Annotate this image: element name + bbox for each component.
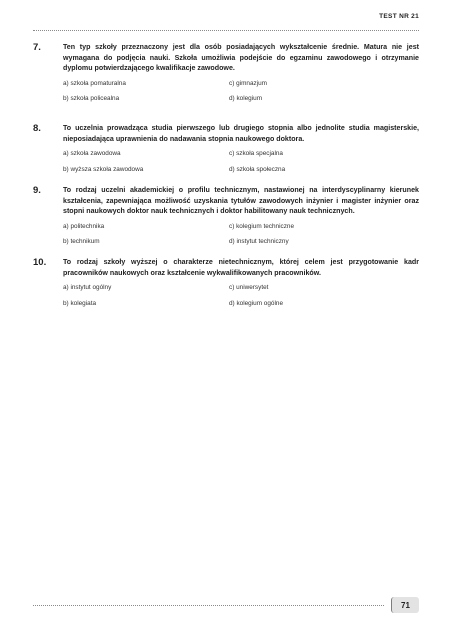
answer-option-c[interactable]: c) gimnazjum: [229, 79, 267, 87]
question-number: 8.: [33, 123, 41, 134]
question-text: To uczelnia prowadząca studia pierwszego lub drugiego stopnia albo jednolite studia magisterskie, nieposiadająca uprawnienia do nadawania stopnia naukowego doktora.: [63, 124, 419, 143]
question-number: 10.: [33, 257, 47, 268]
answer-options: [63, 150, 419, 174]
top-dotted-divider: [33, 30, 419, 31]
question-8: [33, 123, 419, 174]
answer-options: [63, 80, 419, 104]
answer-option-d[interactable]: d) szkoła społeczna: [229, 165, 286, 173]
question-text: To rodzaj szkoły wyższej o charakterze nietechnicznym, której celem jest przygotowanie kadr pracowników naukowych oraz kształcenie wykwalifikowanych pracowników.: [63, 258, 419, 277]
answer-option-b[interactable]: b) kolegiata: [63, 299, 97, 307]
answer-option-a[interactable]: a) szkoła pomaturalna: [63, 79, 126, 87]
answer-options: [63, 284, 419, 308]
answer-option-c[interactable]: c) szkoła specjalna: [229, 150, 283, 158]
question-7: [33, 42, 419, 103]
question-text: Ten typ szkoły przeznaczony jest dla osób posiadających wykształcenie średnie. Matura nie jest wymagana do podjęcia nauki. Szkoła umożliwia podejście do egzaminu zawodowego i otrzymanie dyplomu potwierdzającego kwalifikacje zawodowe.: [63, 43, 419, 73]
answer-options: [63, 223, 419, 247]
test-label: TEST NR 21: [379, 13, 419, 20]
bottom-dotted-divider: [33, 605, 384, 606]
answer-option-a[interactable]: a) politechnika: [63, 222, 105, 230]
answer-option-a[interactable]: a) szkoła zawodowa: [63, 150, 121, 158]
answer-option-b[interactable]: b) technikum: [63, 238, 100, 246]
answer-option-d[interactable]: d) kolegium: [229, 95, 263, 103]
page-number-badge: 71: [391, 597, 419, 613]
answer-option-c[interactable]: c) uniwersytet: [229, 284, 269, 292]
answer-option-c[interactable]: c) kolegium techniczne: [229, 222, 295, 230]
answer-option-b[interactable]: b) szkoła policealna: [63, 95, 120, 103]
answer-option-b[interactable]: b) wyższa szkoła zawodowa: [63, 165, 144, 173]
question-10: [33, 257, 419, 308]
question-9: [33, 185, 419, 246]
question-number: 9.: [33, 185, 41, 196]
question-text: To rodzaj uczelni akademickiej o profilu technicznym, nastawionej na interdyscyplinarny kierunek kształcenia, zapewniająca możliwość uzyskania tytułów zawodowych inżynier i magister inżynier oraz stopni naukowych doktor nauk technicznych i doktor habilitowany nauk technicznych.: [63, 186, 419, 216]
answer-option-a[interactable]: a) instytut ogólny: [63, 284, 112, 292]
answer-option-d[interactable]: d) instytut techniczny: [229, 238, 289, 246]
question-number: 7.: [33, 42, 41, 53]
answer-option-d[interactable]: d) kolegium ogólne: [229, 299, 283, 307]
